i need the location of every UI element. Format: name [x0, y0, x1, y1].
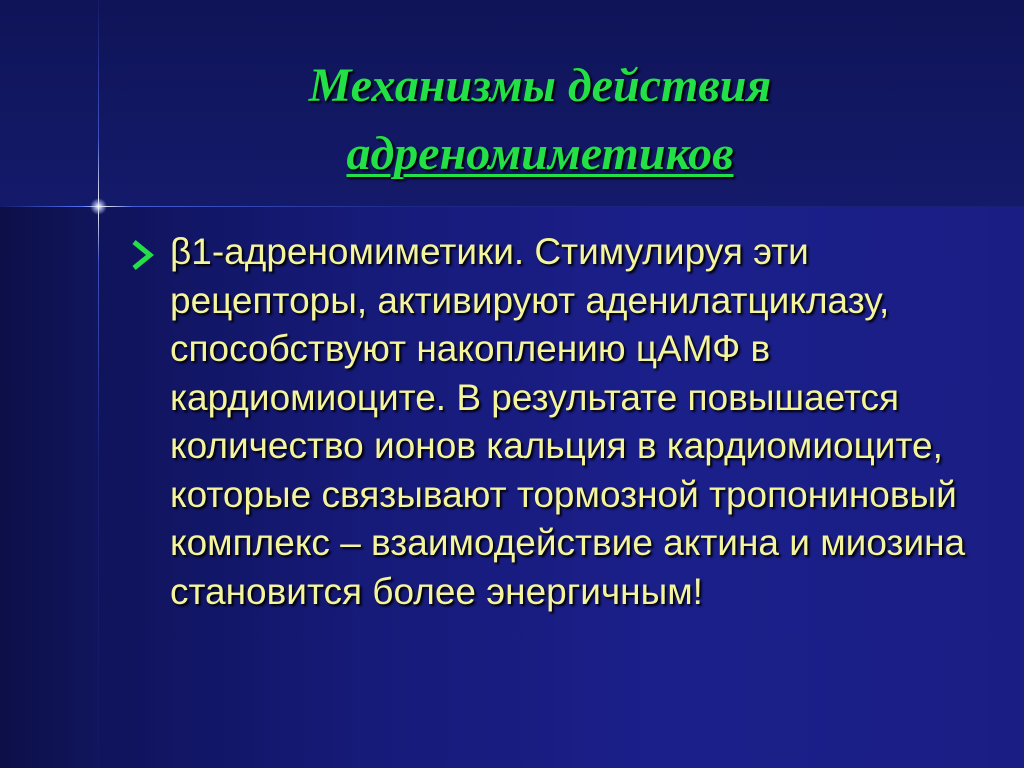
title-line-2: адреномиметиков: [346, 127, 734, 180]
arrow-bullet-icon: [132, 240, 154, 270]
title-line-1: Механизмы действия: [308, 59, 772, 112]
left-band: [0, 207, 98, 768]
vertical-divider-line: [98, 0, 99, 768]
sparkle-star-icon: [90, 198, 107, 215]
bullet-text: β1-адреномиметики. Стимулируя эти рецепторы, активируют аденилатциклазу, способствуют накоплению цАМФ в кардиомиоците. В результате повышается количество ионов кальция в кардиомиоците, которые связывают тормозной тропониновый комплекс – взаимодействие актина и миозина становится более энергичным!: [170, 231, 966, 612]
slide-title: [100, 52, 980, 188]
horizontal-divider-line: [0, 206, 1024, 207]
